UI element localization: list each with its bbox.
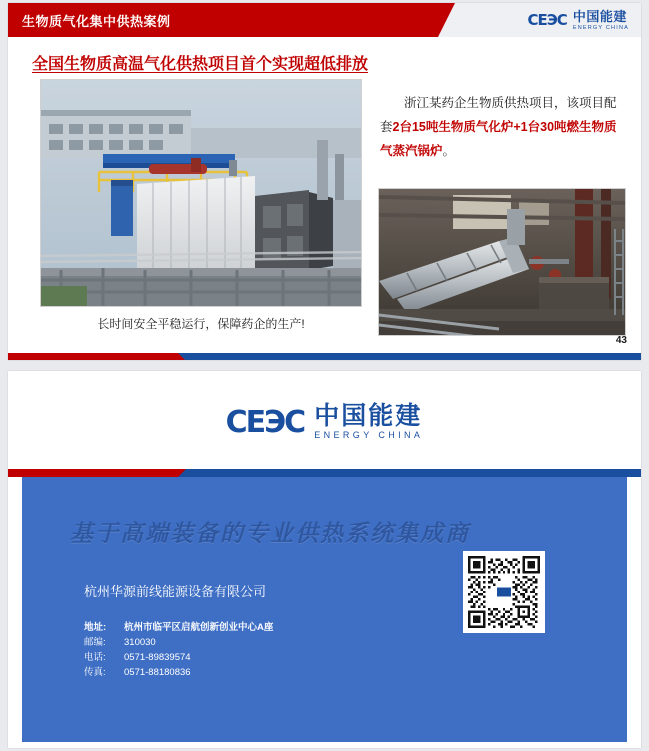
slide2-top-white-area	[8, 371, 641, 469]
photo-main-caption: 长时间安全平稳运行，保障药企的生产!	[97, 317, 305, 331]
cebc-logo	[528, 9, 629, 32]
slide1-paragraph-part2: 。	[442, 144, 456, 158]
slide1-footer-bar	[8, 353, 641, 360]
cebc-logo-chinese: 中国能建	[572, 9, 627, 24]
contact-value-address: 杭州市临平区启航创新创业中心A座	[124, 622, 274, 633]
slide1-paragraph-highlight: 2台15吨生物质气化炉+1台30吨燃生物质气蒸汽锅炉	[380, 120, 617, 158]
slide1-paragraph	[380, 91, 624, 163]
photo-steam-piping	[378, 188, 626, 336]
slide1-header-title: 生物质气化集中供热案例	[22, 14, 171, 29]
contact-row-fax	[84, 665, 273, 680]
slide2-divider-bar	[8, 469, 641, 477]
cebc-logo-mark: CEЭC	[527, 11, 567, 30]
slide2-slogan: 基于高端装备的专业供热系统集成商	[70, 521, 470, 546]
contact-label-phone: 电话:	[84, 652, 106, 663]
contact-row-phone	[84, 650, 273, 665]
slide2-contact-list	[84, 620, 273, 680]
slide2-company-name: 杭州华源前线能源设备有限公司	[84, 584, 267, 599]
photo-gasification-plant-graphic	[41, 80, 362, 307]
contact-value-fax: 0571-88180836	[124, 667, 191, 678]
cebc-logo-text	[314, 404, 423, 440]
contact-label-fax: 传真:	[84, 667, 106, 678]
cebc-logo-mark: CEЭC	[225, 404, 305, 440]
contact-row-postcode	[84, 635, 273, 650]
cebc-logo-large	[8, 404, 641, 440]
slide2-blue-panel	[22, 477, 627, 742]
slide2-divider-red-accent	[8, 469, 178, 477]
contact-value-postcode: 310030	[124, 637, 156, 648]
cebc-logo-chinese: 中国能建	[314, 402, 423, 430]
cebc-logo-english: ENERGY CHINA	[572, 25, 629, 31]
contact-label-postcode: 邮编:	[84, 637, 106, 648]
cebc-logo-english: ENERGY CHINA	[314, 430, 424, 440]
contact-row-address	[84, 620, 273, 635]
slide-contact-closing	[8, 371, 641, 748]
contact-value-phone: 0571-89839574	[124, 652, 191, 663]
slide1-subtitle: 全国生物质高温气化供热项目首个实现超低排放	[32, 56, 369, 73]
photo-gasification-plant	[40, 79, 362, 307]
photo-steam-piping-graphic	[379, 189, 626, 336]
slide1-page-number: 43	[615, 335, 627, 346]
contact-label-address: 地址:	[84, 622, 107, 633]
slide1-header-bar	[8, 3, 641, 37]
slide-biomass-gasification-case	[8, 3, 641, 360]
qr-code-graphic	[468, 556, 540, 628]
slide1-footer-red-accent	[8, 353, 178, 360]
qr-code[interactable]	[463, 551, 545, 633]
cebc-logo-text	[573, 9, 629, 32]
slide1-paragraph-part1: 浙江某药企生物质供热项目，该项目配套	[380, 96, 617, 134]
